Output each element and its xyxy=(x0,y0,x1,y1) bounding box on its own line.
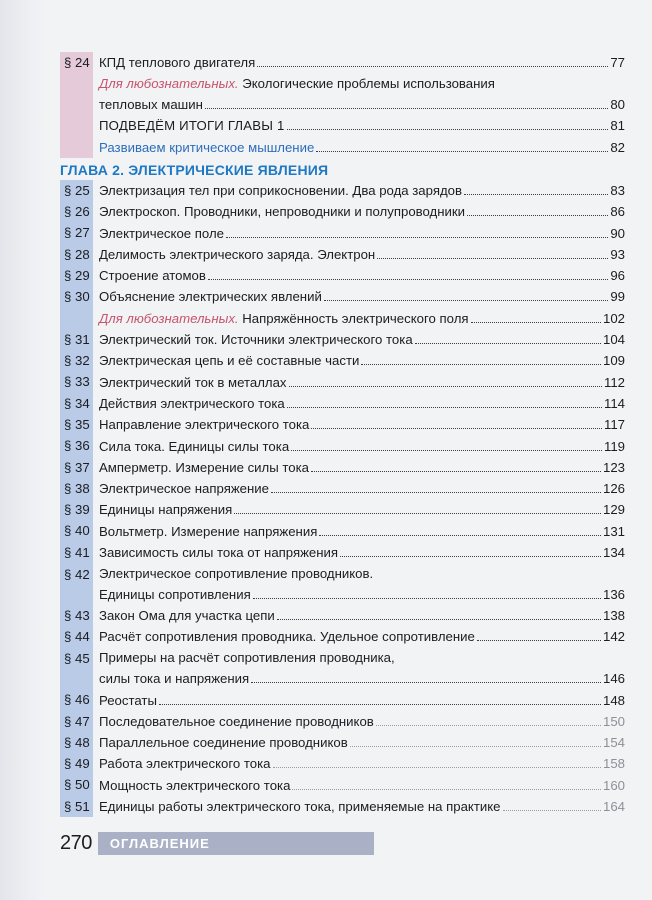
curious-label: Для любознательных. xyxy=(99,76,239,92)
entry-title-line1: Примеры на расчёт сопротивления проводника, xyxy=(99,650,395,666)
dot-leader xyxy=(271,492,601,493)
entry-title-line1: Электрическое сопротивление проводников. xyxy=(99,565,374,581)
page-number: 81 xyxy=(610,118,625,134)
dot-leader xyxy=(471,322,601,323)
section-number: § 38 xyxy=(60,478,93,499)
section-number: § 50 xyxy=(60,774,93,795)
dot-leader xyxy=(324,300,609,301)
section-band xyxy=(60,307,93,328)
page-number: 80 xyxy=(610,97,625,113)
section-number: § 51 xyxy=(60,796,93,817)
entry-title: Электрическое напряжение xyxy=(99,481,270,497)
dot-leader xyxy=(208,279,608,280)
toc-entry[interactable] xyxy=(60,626,625,647)
entry-title: Расчёт сопротивления проводника. Удельное сопротивление xyxy=(99,629,475,645)
section-number: § 40 xyxy=(60,520,93,541)
dot-leader xyxy=(277,619,601,620)
dot-leader xyxy=(292,789,601,790)
toc-entry[interactable] xyxy=(60,605,625,626)
toc-entry[interactable] xyxy=(60,201,625,222)
entry-title: Реостаты xyxy=(99,692,157,708)
toc-entry[interactable] xyxy=(60,371,625,392)
entry-title-line2: Единицы сопротивления xyxy=(99,586,251,602)
entry-title-wrap xyxy=(99,777,290,794)
entry-title: Единицы работы электрического тока, применяемые на практике xyxy=(99,799,501,814)
entry-title-line1: Экологические проблемы использования xyxy=(238,76,495,92)
page-number: 93 xyxy=(610,246,625,262)
dot-leader xyxy=(464,194,608,195)
page-number: 83 xyxy=(610,182,625,198)
entry-title-wrap xyxy=(99,267,206,284)
entry-title: Вольтметр. Измерение напряжения xyxy=(99,523,318,539)
entry-title-wrap xyxy=(99,203,465,220)
entry-title-wrap xyxy=(99,523,317,540)
entry-title-line2: силы тока и напряжения xyxy=(99,671,250,687)
toc-entry[interactable] xyxy=(60,265,625,286)
dot-leader xyxy=(361,364,601,365)
section-number: § 24 xyxy=(60,52,93,73)
section-number: § 46 xyxy=(60,689,93,710)
entry-title: Параллельное соединение проводников xyxy=(99,735,348,751)
page-number: 136 xyxy=(602,586,625,602)
toc-entry[interactable] xyxy=(60,753,625,774)
footer-section-label: ОГЛАВЛЕНИЕ xyxy=(109,836,210,851)
summary-title: ПОДВЕДЁМ ИТОГИ ГЛАВЫ 1 xyxy=(99,118,285,134)
page-number: 119 xyxy=(603,438,625,454)
page-number: 129 xyxy=(602,502,625,518)
toc-entry-curious[interactable] xyxy=(60,307,625,328)
entry-title: Электрический ток в металлах xyxy=(99,374,287,390)
toc-entry[interactable] xyxy=(60,542,625,563)
page-number: 154 xyxy=(602,735,625,751)
curious-label: Для любознательных. xyxy=(99,310,239,326)
page-number: 123 xyxy=(602,459,625,475)
section-number: § 45 xyxy=(60,647,93,689)
section-number: § 29 xyxy=(60,265,93,286)
chapter-heading: ГЛАВА 2. ЭЛЕКТРИЧЕСКИЕ ЯВЛЕНИЯ xyxy=(60,161,329,178)
page-number: 109 xyxy=(602,353,625,369)
entry-title: Последовательное соединение проводников xyxy=(99,713,374,729)
dot-leader xyxy=(273,767,601,768)
entry-title: Электроскоп. Проводники, непроводники и полупроводники xyxy=(99,204,466,220)
dot-leader xyxy=(159,704,601,705)
dot-leader xyxy=(257,66,608,67)
page-number: 142 xyxy=(602,629,625,645)
entry-title-wrap xyxy=(99,480,269,497)
section-band xyxy=(60,73,93,115)
entry-title: Электрическая цепь и её составные части xyxy=(99,353,360,369)
entry-title: Действия электрического тока xyxy=(99,395,285,411)
entry-title-wrap xyxy=(99,692,157,709)
dot-leader xyxy=(311,428,602,429)
entry-title-wrap xyxy=(99,734,348,751)
entry-title: Закон Ома для участка цепи xyxy=(99,608,275,624)
section-number: § 49 xyxy=(60,753,93,774)
page-number: 96 xyxy=(610,268,625,284)
entry-title-wrap xyxy=(99,798,501,815)
dot-leader xyxy=(376,725,601,726)
entry-title: Электрический ток. Источники электрического тока xyxy=(99,332,413,348)
dot-leader xyxy=(350,746,601,747)
entry-title: Сила тока. Единицы силы тока xyxy=(99,438,290,454)
toc-entry[interactable] xyxy=(60,52,625,73)
entry-title-line2: тепловых машин xyxy=(99,97,203,113)
page-number: 77 xyxy=(610,55,625,71)
toc-entry[interactable] xyxy=(60,711,625,732)
page-number: 148 xyxy=(602,692,625,708)
dot-leader xyxy=(251,682,601,683)
entry-title: КПД теплового двигателя xyxy=(99,55,256,71)
dot-leader xyxy=(287,129,609,130)
entry-title: Единицы напряжения xyxy=(99,502,233,518)
section-number: § 36 xyxy=(60,435,93,456)
section-number: § 39 xyxy=(60,499,93,520)
page-number: 114 xyxy=(603,395,625,411)
toc-entry[interactable] xyxy=(60,435,625,456)
dot-leader xyxy=(340,556,601,557)
dot-leader xyxy=(316,151,608,152)
page-number: 102 xyxy=(602,310,625,326)
entry-title-wrap xyxy=(99,246,375,263)
toc-entry[interactable] xyxy=(60,478,625,499)
toc-entry[interactable] xyxy=(60,350,625,371)
page-number: 104 xyxy=(602,332,625,348)
entry-title-wrap xyxy=(99,628,475,645)
page-number: 164 xyxy=(602,799,625,814)
entry-title: Амперметр. Измерение силы тока xyxy=(99,459,309,475)
toc-entry[interactable] xyxy=(60,457,625,478)
dot-leader xyxy=(226,237,608,238)
toc-entry[interactable] xyxy=(60,520,625,541)
page-number: 82 xyxy=(610,139,625,155)
section-number: § 27 xyxy=(60,222,93,243)
entry-title-wrap xyxy=(99,438,289,455)
page-gutter-shadow xyxy=(0,0,46,900)
footer-page-number: 270 xyxy=(60,832,98,855)
entry-title-wrap xyxy=(99,331,413,348)
dot-leader xyxy=(234,513,601,514)
dot-leader xyxy=(289,386,602,387)
section-number: § 31 xyxy=(60,329,93,350)
toc-entry-critical[interactable] xyxy=(60,136,625,157)
toc-entry[interactable] xyxy=(60,647,625,689)
section-number: § 34 xyxy=(60,393,93,414)
page-number: 160 xyxy=(602,777,625,793)
page-number: 117 xyxy=(603,417,625,433)
page-number: 99 xyxy=(610,289,625,305)
toc-entry[interactable] xyxy=(60,329,625,350)
dot-leader xyxy=(319,535,601,536)
entry-title-wrap xyxy=(99,225,224,242)
section-number: § 33 xyxy=(60,371,93,392)
critical-thinking-title: Развиваем критическое мышление xyxy=(99,139,315,155)
page-number: 112 xyxy=(603,374,625,390)
entry-title: Мощность электрического тока xyxy=(99,777,291,793)
section-number: § 37 xyxy=(60,457,93,478)
section-band xyxy=(60,115,93,136)
section-number: § 43 xyxy=(60,605,93,626)
page-number: 86 xyxy=(610,204,625,220)
entry-title-wrap xyxy=(99,416,309,433)
dot-leader xyxy=(503,810,601,811)
entry-title-wrap xyxy=(99,713,374,730)
table-of-contents xyxy=(60,52,625,817)
entry-title: Зависимость силы тока от напряжения xyxy=(99,545,339,561)
section-band xyxy=(60,136,93,157)
dot-leader xyxy=(205,108,608,109)
page-number: 131 xyxy=(602,523,625,539)
entry-title-wrap xyxy=(99,352,359,369)
entry-title-wrap xyxy=(99,544,338,561)
entry-title-wrap xyxy=(99,395,285,412)
dot-leader xyxy=(415,343,601,344)
toc-entry[interactable] xyxy=(60,414,625,435)
toc-entry[interactable] xyxy=(60,689,625,710)
section-number: § 30 xyxy=(60,286,93,307)
dot-leader xyxy=(311,471,601,472)
section-number: § 42 xyxy=(60,563,93,605)
toc-entry[interactable] xyxy=(60,393,625,414)
toc-entry-summary[interactable] xyxy=(60,115,625,136)
page-number: 158 xyxy=(602,756,625,772)
page-number: 90 xyxy=(610,225,625,241)
entry-title: Работа электрического тока xyxy=(99,756,271,772)
section-number: § 47 xyxy=(60,711,93,732)
toc-entry[interactable] xyxy=(60,244,625,265)
entry-title-wrap xyxy=(99,288,322,305)
entry-title: Объяснение электрических явлений xyxy=(99,289,322,305)
toc-entry[interactable] xyxy=(60,774,625,795)
entry-title: Электрическое поле xyxy=(99,225,224,241)
chapter-entries xyxy=(60,180,625,817)
section-number: § 25 xyxy=(60,180,93,201)
section-number: § 28 xyxy=(60,244,93,265)
dot-leader xyxy=(467,215,608,216)
section-number: § 48 xyxy=(60,732,93,753)
page-footer xyxy=(60,832,374,855)
entry-title-wrap xyxy=(99,607,275,624)
dot-leader xyxy=(287,407,602,408)
section-number: § 32 xyxy=(60,350,93,371)
entry-title-wrap xyxy=(99,755,271,772)
dot-leader xyxy=(377,258,608,259)
page-number: 126 xyxy=(602,481,625,497)
dot-leader xyxy=(253,598,601,599)
section-number: § 41 xyxy=(60,542,93,563)
page-number: 150 xyxy=(602,713,625,729)
toc-entry[interactable] xyxy=(60,563,625,605)
page-number: 138 xyxy=(602,608,625,624)
entry-title-wrap xyxy=(99,310,469,327)
entry-title-wrap xyxy=(99,459,309,476)
entry-title-wrap xyxy=(99,182,462,199)
entry-title: Напряжённость электрического поля xyxy=(238,310,469,326)
entry-title: Делимость электрического заряда. Электрон xyxy=(99,246,376,262)
dot-leader xyxy=(477,640,601,641)
dot-leader xyxy=(291,450,602,451)
entry-title-wrap xyxy=(99,501,232,518)
entry-title: Направление электрического тока xyxy=(99,417,310,433)
section-number: § 35 xyxy=(60,414,93,435)
page-number: 146 xyxy=(602,671,625,687)
section-number: § 26 xyxy=(60,201,93,222)
toc-entry[interactable] xyxy=(60,286,625,307)
toc-entry[interactable] xyxy=(60,732,625,753)
toc-entry[interactable] xyxy=(60,796,625,817)
toc-entry[interactable] xyxy=(60,222,625,243)
entry-title: Электризация тел при соприкосновении. Два рода зарядов xyxy=(99,182,463,198)
entry-title-wrap xyxy=(99,374,287,391)
toc-entry-curious[interactable] xyxy=(60,73,625,115)
toc-entry[interactable] xyxy=(60,499,625,520)
toc-entry[interactable] xyxy=(60,180,625,201)
entry-title: Строение атомов xyxy=(99,268,206,284)
page-number: 134 xyxy=(602,545,625,561)
section-number: § 44 xyxy=(60,626,93,647)
